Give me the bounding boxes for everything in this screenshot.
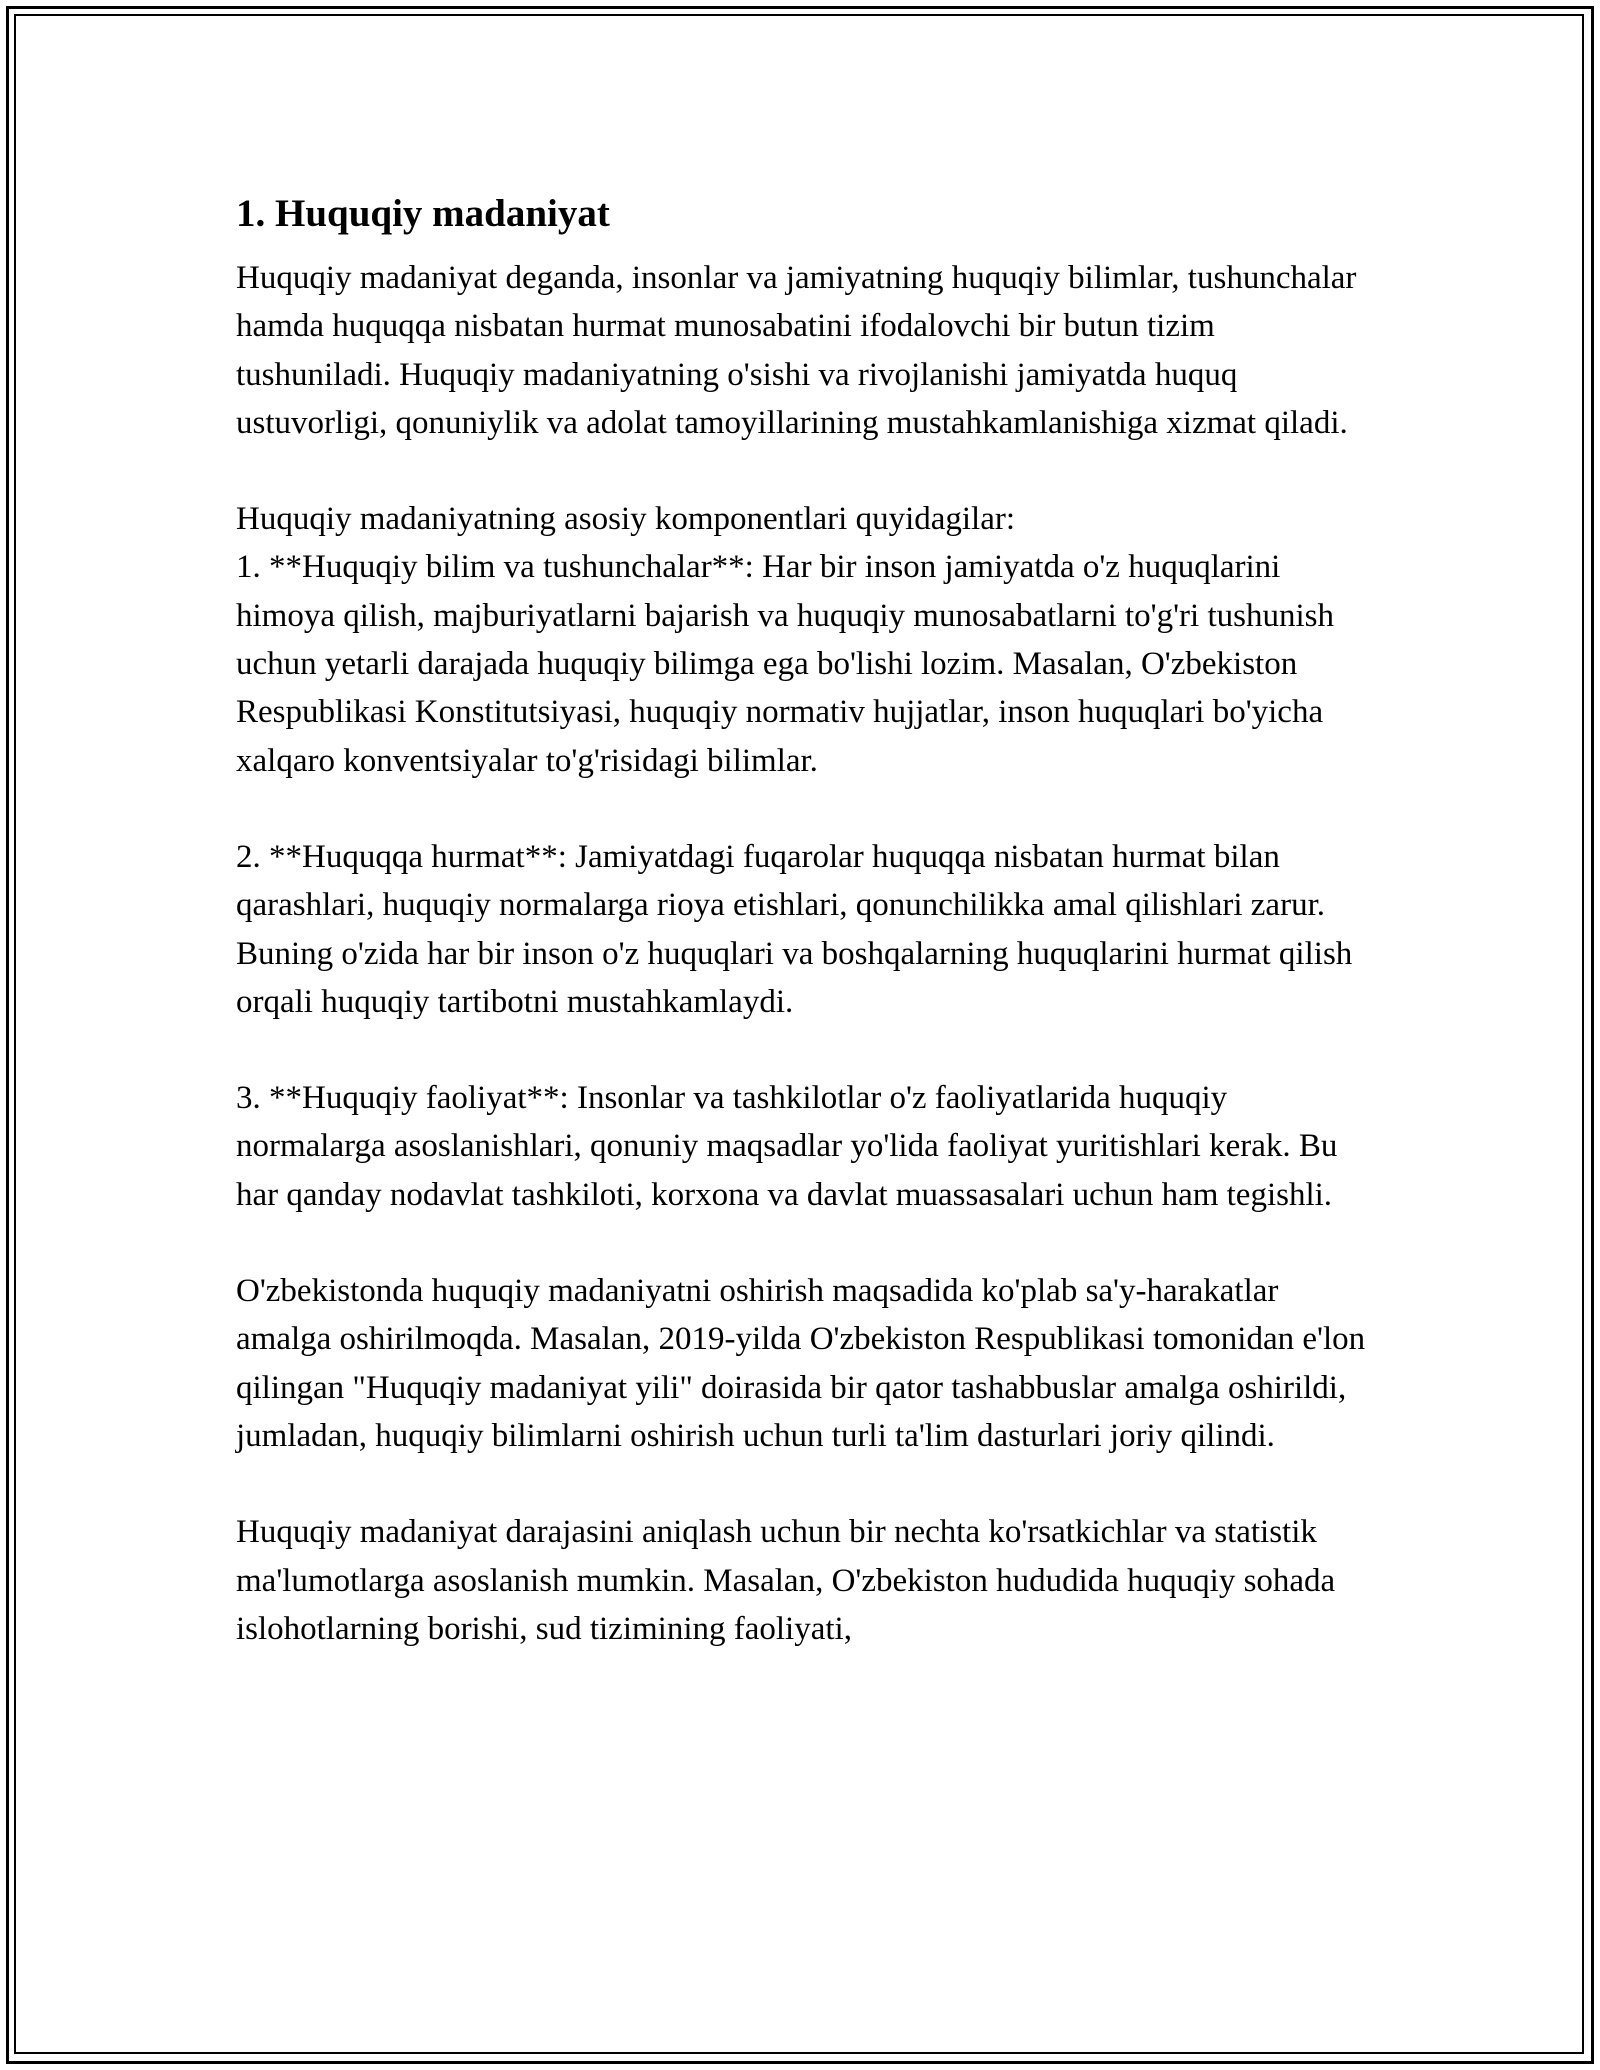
list-item-1: 1. **Huquqiy bilim va tushunchalar**: Har bir inson jamiyatda o'z huquqlarini himoya qilish, majburiyatlarni bajarish va huquqiy munosabatlarni to'g'ri tushunish uchun yetarli darajada huquqiy bilimga ega bo'lishi lozim. Masalan, O'zbekiston Respublikasi Konstitutsiyasi, huquqiy normativ hujjatlar, inson huquqlari bo'yicha xalqaro konventsiyalar to'g'risidagi bilimlar.	[236, 549, 1334, 779]
paragraph-gap	[236, 785, 1366, 833]
paragraph-intro: Huquqiy madaniyat deganda, insonlar va jamiyatning huquqiy bilimlar, tushunchalar hamda huquqqa nisbatan hurmat munosabatini ifodalovchi bir butun tizim tushuniladi. Huquqiy madaniyatning o'sishi va rivojlanishi jamiyatda huquq ustuvorligi, qonuniylik va adolat tamoyillarining mustahkamlanishiga xizmat qiladi.	[236, 260, 1357, 441]
list-item-2: 2. **Huquqqa hurmat**: Jamiyatdagi fuqarolar huquqqa nisbatan hurmat bilan qarashlari, huquqiy normalarga rioya etishlari, qonunchilikka amal qilishlari zarur. Buning o'zida har bir inson o'z huquqlari va boshqalarning huquqlarini hurmat qilish orqali huquqiy tartibotni mustahkamlaydi.	[236, 838, 1353, 1020]
list-item-3: 3. **Huquqiy faoliyat**: Insonlar va tashkilotlar o'z faoliyatlarida huquqiy normalarga asoslanishlari, qonuniy maqsadlar yo'lida faoliyat yuritishlari kerak. Bu har qanday nodavlat tashkiloti, korxona va davlat muassasalari uchun ham tegishli.	[236, 1080, 1338, 1213]
paragraph-indicators: Huquqiy madaniyat darajasini aniqlash uchun bir nechta ko'rsatkichlar va statistik ma'lumotlarga asoslanish mumkin. Masalan, O'zbekiston hududida huquqiy sohada islohotlarning borishi, sud tizimining faoliyati,	[236, 1514, 1336, 1647]
paragraph-gap	[236, 1026, 1366, 1074]
document-body	[236, 186, 1366, 1653]
paragraph-gap	[236, 1460, 1366, 1508]
paragraph-components-lead: Huquqiy madaniyatning asosiy komponentlari quyidagilar:	[236, 501, 1016, 538]
paragraph-gap	[236, 447, 1366, 495]
paragraph-gap	[236, 1219, 1366, 1267]
section-heading: 1. Huquqiy madaniyat	[236, 192, 610, 235]
paragraph-uzbekistan-efforts: O'zbekistonda huquqiy madaniyatni oshirish maqsadida ko'plab sa'y-harakatlar amalga oshirilmoqda. Masalan, 2019-yilda O'zbekiston Respublikasi tomonidan e'lon qilingan "Huquqiy madaniyat yili" doirasida bir qator tashabbuslar amalga oshirildi, jumladan, huquqiy bilimlarni oshirish uchun turli ta'lim dasturlari joriy qilindi.	[236, 1273, 1366, 1454]
